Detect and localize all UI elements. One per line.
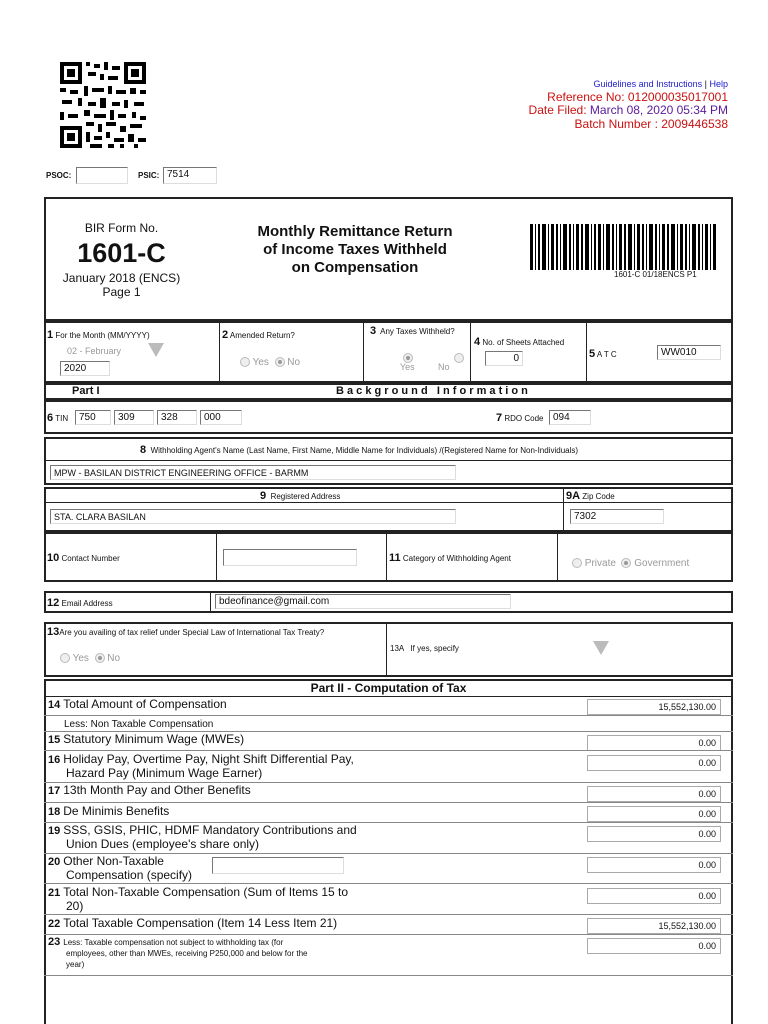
item2-number: 2 — [222, 329, 229, 341]
psic-field[interactable]: 7514 — [163, 167, 217, 184]
form-title-line1: Monthly Remittance Return — [257, 223, 453, 240]
tin-part2-field[interactable]: 309 — [114, 410, 154, 425]
item7-number: 7 — [496, 412, 503, 424]
taxes-withheld-yes-label: Yes — [400, 362, 415, 372]
item2-text: Amended Return? — [229, 331, 295, 340]
guidelines-link[interactable]: Guidelines and Instructions — [593, 79, 703, 89]
item10-number: 10 — [47, 552, 60, 564]
row-17: 17 13th Month Pay and Other Benefits — [48, 783, 251, 797]
part1-label: Part I — [72, 385, 100, 397]
batch-number: Batch Number : 2009446538 — [574, 117, 728, 131]
item4-number: 4 — [474, 336, 481, 348]
item13-label — [47, 626, 324, 638]
amended-no-radio[interactable] — [275, 357, 285, 367]
rdo-code-field[interactable]: 094 — [549, 410, 591, 425]
item12-number: 12 — [47, 597, 60, 609]
part2-title: Part II - Computation of Tax — [310, 681, 467, 695]
de-minimis-value[interactable]: 0.00 — [587, 806, 721, 822]
item9a-text: Zip Code — [582, 492, 615, 501]
total-taxable-value[interactable]: 15,552,130.00 — [587, 918, 721, 934]
atc-field[interactable]: WW010 — [657, 345, 721, 360]
amended-yes-radio[interactable] — [240, 357, 250, 367]
item10-label — [47, 552, 120, 564]
item6-text: TIN — [55, 414, 69, 423]
month-dropdown-icon[interactable] — [148, 343, 164, 357]
item1-number: 1 — [47, 329, 54, 341]
item1-text: For the Month (MM/YYYY) — [55, 331, 150, 340]
item6-label — [47, 412, 68, 424]
item5-label — [589, 348, 617, 360]
row-18: 18 De Minimis Benefits — [48, 804, 170, 818]
form-title — [230, 223, 480, 277]
form-number: 1601-C — [77, 238, 166, 268]
item9a-label — [566, 490, 615, 502]
amended-no-label: No — [287, 357, 301, 368]
psic-label: PSIC: — [138, 171, 160, 180]
item3-number: 3 — [370, 325, 377, 337]
total-nontaxable-value[interactable]: 0.00 — [587, 888, 721, 904]
background-info-title: B a c k g r o u n d I n f o r m a t i o n — [336, 385, 528, 397]
holiday-pay-value[interactable]: 0.00 — [587, 755, 721, 771]
item11-text: Category of Withholding Agent — [402, 554, 511, 563]
row-20: 20 Other Non-Taxable Compensation (specify) — [48, 854, 193, 882]
item1-label — [47, 329, 150, 341]
tin-part3-field[interactable]: 328 — [157, 410, 197, 425]
address-field[interactable]: STA. CLARA BASILAN — [50, 509, 456, 524]
row-22: 22 Total Taxable Compensation (Item 14 Less Item 21) — [48, 916, 338, 930]
psoc-label: PSOC: — [46, 171, 72, 180]
item4-label — [474, 336, 564, 348]
tin-part4-field[interactable]: 000 — [200, 410, 242, 425]
item8-label — [140, 444, 578, 456]
form-title-line2: of Income Taxes Withheld — [263, 241, 447, 258]
taxable-not-withheld-value[interactable]: 0.00 — [587, 938, 721, 954]
tax-relief-yes-label: Yes — [72, 653, 89, 664]
item3-text: Any Taxes Withheld? — [380, 327, 455, 336]
tax-relief-yes-radio[interactable] — [60, 653, 70, 663]
item12-text: Email Address — [61, 599, 113, 608]
reference-number: Reference No: 012000035017001 — [547, 90, 728, 104]
item6-number: 6 — [47, 412, 54, 424]
total-compensation-value[interactable]: 15,552,130.00 — [587, 699, 721, 715]
taxes-withheld-no-label: No — [438, 362, 450, 372]
item2-label — [222, 329, 295, 341]
help-link[interactable]: Help — [709, 79, 728, 89]
item3-label — [370, 325, 455, 337]
item4-text: No. of Sheets Attached — [482, 338, 565, 347]
date-filed — [529, 103, 728, 117]
item5-number: 5 — [589, 348, 596, 360]
row-16: 16 Holiday Pay, Overtime Pay, Night Shift Differential Pay, Hazard Pay (Minimum Wage Earner) — [48, 752, 354, 780]
mandatory-contributions-value[interactable]: 0.00 — [587, 826, 721, 842]
thirteenth-month-value[interactable]: 0.00 — [587, 786, 721, 802]
contact-number-field[interactable] — [223, 549, 357, 566]
form-page: Page 1 — [102, 285, 141, 299]
month-select[interactable]: 02 - February — [67, 346, 122, 356]
row-14: 14 Total Amount of Compensation — [48, 697, 227, 711]
item8-number: 8 — [140, 444, 147, 456]
tax-relief-radio-group — [60, 653, 120, 664]
item11-label — [389, 552, 511, 564]
amended-yes-label: Yes — [252, 357, 269, 368]
item7-label — [496, 412, 543, 424]
form-title-line3: on Compensation — [291, 259, 419, 276]
row-15: 15 Statutory Minimum Wage (MWEs) — [48, 732, 245, 746]
item7-text: RDO Code — [504, 414, 544, 423]
date-filed-value: March 08, 2020 05:34 PM — [589, 103, 728, 117]
tin-part1-field[interactable]: 750 — [75, 410, 111, 425]
qr-code-image — [58, 60, 148, 150]
specify-dropdown-icon[interactable] — [593, 641, 609, 655]
item11-number: 11 — [389, 552, 401, 564]
item9-number: 9 — [260, 490, 267, 502]
category-private-radio[interactable] — [572, 558, 582, 568]
email-field[interactable]: bdeofinance@gmail.com — [215, 594, 511, 609]
item9-text: Registered Address — [270, 492, 341, 501]
item8-text: Withholding Agent's Name (Last Name, First Name, Middle Name for Individuals) /(Registered Name for Non-Individuals) — [150, 446, 579, 455]
barcode-caption: 1601-C 01/18ENCS P1 — [614, 270, 697, 279]
agent-name-field[interactable]: MPW - BASILAN DISTRICT ENGINEERING OFFICE - BARMM — [50, 465, 456, 480]
category-radio-group — [572, 558, 689, 569]
row-21: 21 Total Non-Taxable Compensation (Sum of Items 15 to 20) — [48, 885, 349, 913]
form-version: January 2018 (ENCS) — [62, 271, 181, 285]
row-23: 23 Less: Taxable compensation not subject to withholding tax (for employees, other than MWEs, receiving P250,000 and below for the year) — [48, 936, 308, 969]
help-links — [594, 79, 728, 89]
item13a-label: 13A If yes, specify — [390, 644, 459, 653]
tax-relief-no-label: No — [107, 653, 121, 664]
tax-relief-no-radio[interactable] — [95, 653, 105, 663]
category-government-radio[interactable] — [621, 558, 631, 568]
amended-radio-group — [240, 357, 300, 368]
item9a-number: 9A — [566, 490, 581, 502]
form-number-label: BIR Form No. — [84, 221, 159, 235]
other-nontaxable-specify-field[interactable] — [212, 857, 344, 874]
item10-text: Contact Number — [61, 554, 120, 563]
row-less-nontaxable: Less: Non Taxable Compensation — [64, 719, 214, 730]
item12-label — [47, 597, 113, 609]
other-nontaxable-value[interactable]: 0.00 — [587, 857, 721, 873]
psoc-field[interactable] — [76, 167, 128, 184]
item13-text: Are you availing of tax relief under Special Law of International Tax Treaty? — [59, 628, 325, 637]
item9-label — [260, 490, 340, 502]
category-private-label: Private — [584, 558, 616, 569]
category-government-label: Government — [634, 558, 690, 569]
link-separator: | — [704, 79, 707, 89]
barcode-image — [530, 224, 716, 270]
sheets-attached-field[interactable]: 0 — [485, 351, 523, 366]
year-field[interactable]: 2020 — [60, 361, 110, 376]
item13-number: 13 — [47, 626, 60, 638]
item5-text: A T C — [596, 350, 617, 359]
mwe-value[interactable]: 0.00 — [587, 735, 721, 751]
row-19: 19 SSS, GSIS, PHIC, HDMF Mandatory Contributions and Union Dues (employee's share only) — [48, 823, 357, 851]
date-filed-label: Date Filed: — [528, 103, 587, 117]
zip-code-field[interactable]: 7302 — [570, 509, 664, 524]
